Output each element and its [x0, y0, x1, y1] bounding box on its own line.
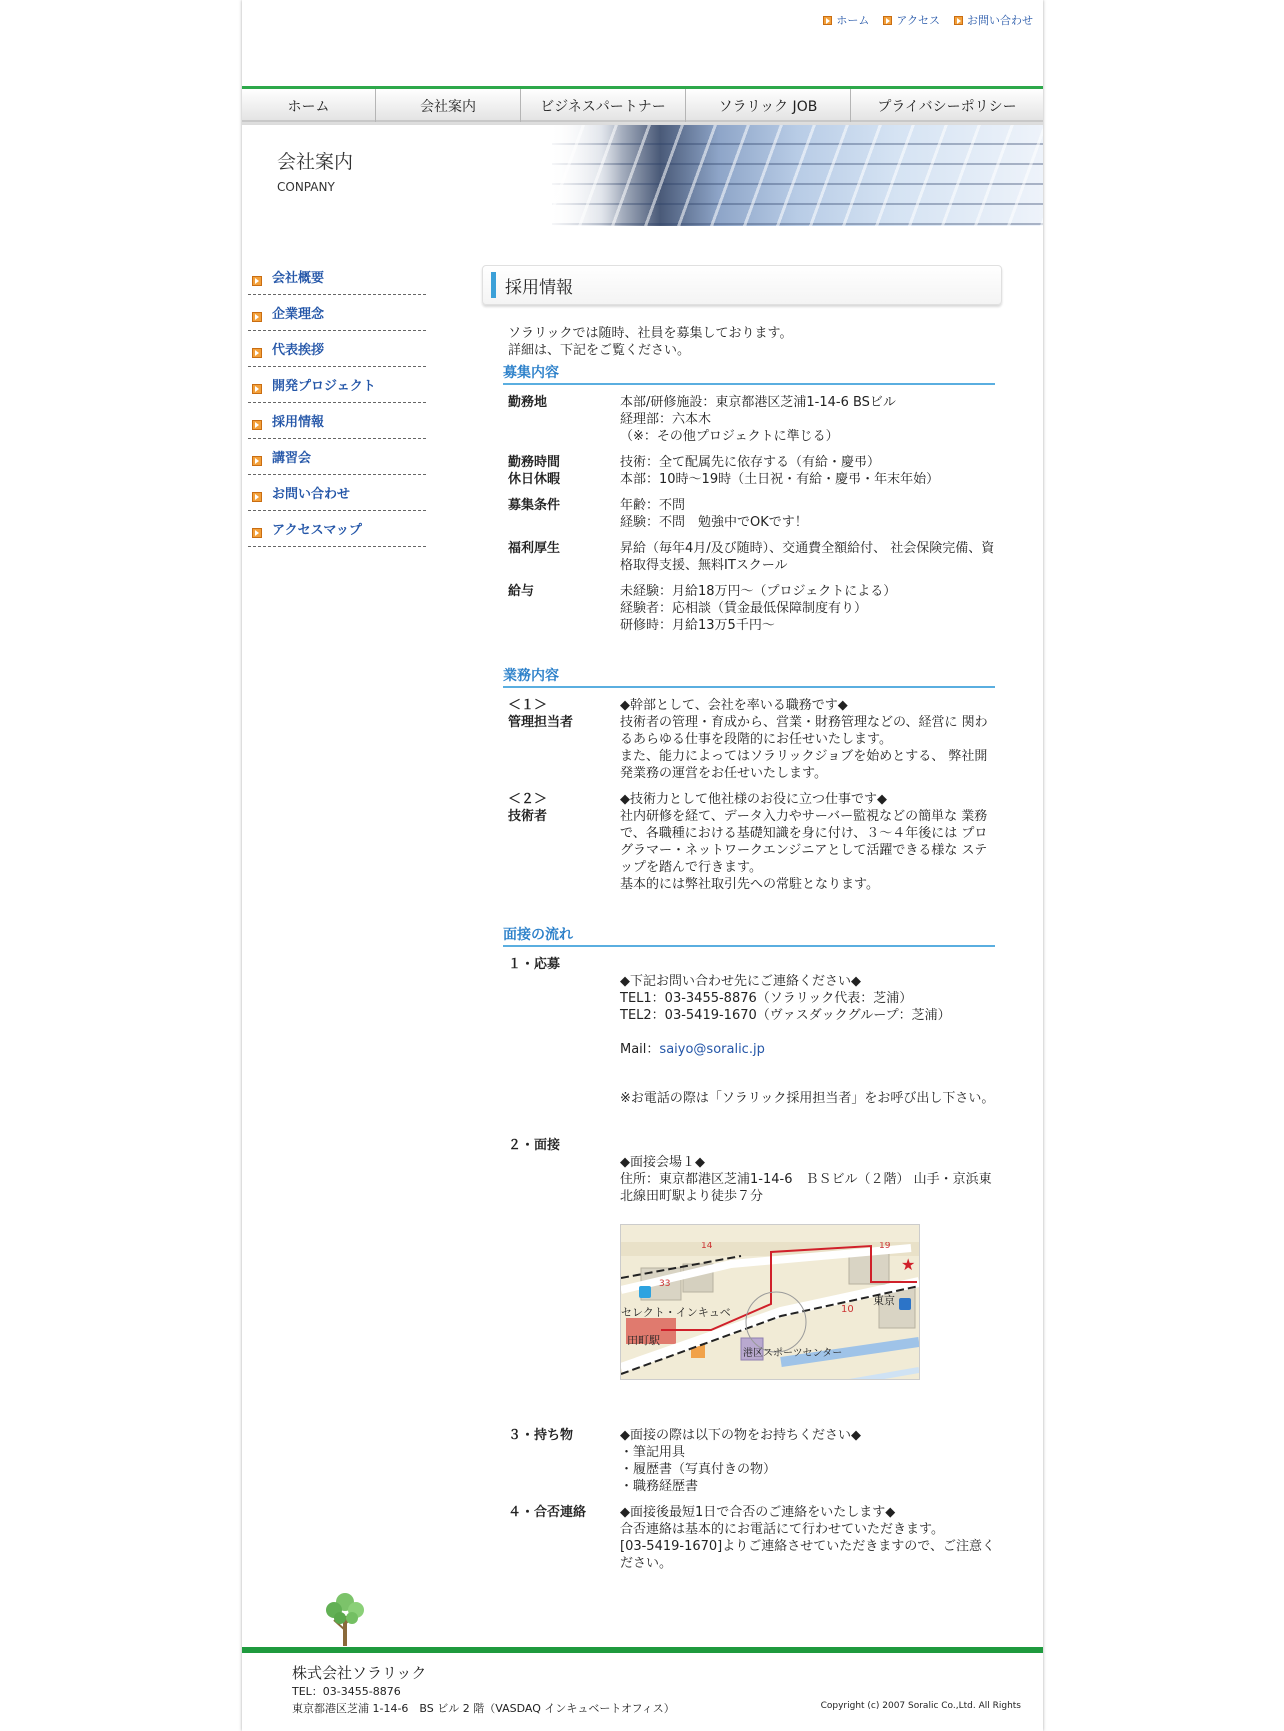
interview-step	[508, 1427, 1002, 1495]
intro-text: ソラリックでは随時、社員を募集しております。 詳細は、下記をご覧ください。	[508, 326, 793, 358]
arrow-icon	[954, 16, 963, 25]
interview-step	[508, 956, 1002, 1124]
map-label: 港区スポーツセンター	[743, 1348, 843, 1359]
sidebar-item-label: 採用情報	[272, 415, 325, 430]
footer-address: 東京都港区芝浦 1-14-6 BS ビル 2 階（VASDAQ インキュベートオフィス）	[292, 1702, 675, 1715]
sidebar-item-access-map[interactable]	[248, 511, 426, 547]
nav-tab-soralic-job[interactable]: ソラリック JOB	[686, 89, 851, 122]
map-label: 田町駅	[627, 1334, 660, 1347]
mail-link[interactable]: saiyo@soralic.jp	[659, 1042, 765, 1057]
step-text: ◆面接後最短1日で合否のご連絡をいたします◆ 合否連絡は基本的にお電話にて行わせていただきます。 [03-5419-1670]よりご連絡させていただきますので、ご注意ください。	[620, 1505, 995, 1571]
toplink-label: アクセス	[896, 14, 940, 27]
arrow-icon	[883, 16, 892, 25]
row-value: 年齢：不問 経験：不問 勉強中でOKです！	[620, 498, 808, 530]
banner-title: 会社案内	[277, 151, 354, 173]
sidebar-item-label: 講習会	[272, 451, 312, 466]
step-text: ◆面接の際は以下の物をお持ちください◆ ・筆記用具 ・履歴書（写真付きの物） ・職務経歴書	[620, 1428, 861, 1494]
footer-company-name: 株式会社ソラリック	[292, 1664, 427, 1682]
interview-step	[508, 1504, 1002, 1572]
sidebar-item-projects[interactable]	[248, 367, 426, 403]
arrow-icon	[823, 16, 832, 25]
sidebar-item-label: 企業理念	[272, 307, 325, 322]
toplink-access[interactable]	[883, 12, 940, 28]
sidebar-item-greeting[interactable]	[248, 331, 426, 367]
recruit-row	[508, 497, 1002, 531]
row-value: 昇給（毎年4月/及び随時）、交通費全額給付、 社会保険完備、資格取得支援、無料ITスクール	[620, 541, 995, 573]
nav-tab-business-partner[interactable]: ビジネスパートナー	[521, 89, 686, 122]
sidebar-item-seminar[interactable]	[248, 439, 426, 475]
building-banner-image	[552, 125, 1043, 226]
sidebar	[248, 259, 426, 547]
sidebar-item-company-overview[interactable]	[248, 259, 426, 295]
svg-text:★: ★	[901, 1255, 916, 1274]
row-value: ◆技術力として他社様のお役に立つ仕事です◆ 社内研修を経て、データ入力やサーバー監視などの簡単な 業務で、各職種における基礎知識を身に付け、３～４年後には プログラマー・ネットワークエンジニアとして活躍できる様な ステップを踏んで行きます。 基本的には弊社取引先への常駐となります。	[620, 792, 988, 892]
step-text: ◆面接会場１◆ 住所：東京都港区芝浦1-14-6 ＢＳビル（２階） 山手・京浜東北線田町駅より徒歩７分	[620, 1155, 992, 1204]
map-label: セレクト・インキュベ	[621, 1306, 731, 1319]
row-label: 勤務地	[508, 395, 548, 410]
nav-tab-company[interactable]: 会社案内	[376, 89, 521, 122]
recruit-row	[508, 583, 1002, 634]
map-label: 10	[841, 1304, 854, 1315]
work-row	[508, 791, 1002, 893]
sidebar-item-label: 代表挨拶	[272, 343, 325, 358]
arrow-icon	[252, 312, 262, 322]
arrow-icon	[252, 528, 262, 538]
map-label: 19	[879, 1242, 891, 1251]
arrow-icon	[252, 276, 262, 286]
sidebar-item-contact[interactable]	[248, 475, 426, 511]
step-label: ３・持ち物	[508, 1428, 574, 1443]
row-label: 勤務時間 休日休暇	[508, 455, 561, 487]
page-title: 採用情報	[505, 278, 573, 298]
arrow-icon	[252, 348, 262, 358]
row-label: 募集条件	[508, 498, 561, 513]
interview-step	[508, 1137, 1002, 1397]
sidebar-item-philosophy[interactable]	[248, 295, 426, 331]
map-label: 東京	[873, 1294, 895, 1307]
top-links	[823, 12, 1033, 28]
step-note: ※お電話の際は「ソラリック採用担当者」をお呼び出し下さい。	[620, 1091, 995, 1106]
row-value: 未経験：月給18万円～（プロジェクトによる） 経験者：応相談（賃金最低保障制度有り） 研修時：月給13万5千円～	[620, 584, 897, 633]
footer-bar	[242, 1647, 1043, 1653]
toplink-label: ホーム	[836, 14, 870, 27]
recruit-row	[508, 394, 1002, 445]
row-value: 技術：全て配属先に依存する（有給・慶弔） 本部：10時～19時（土日祝・有給・慶弔・年末年始）	[620, 455, 940, 487]
map-label: 33	[659, 1279, 671, 1289]
main-nav	[242, 86, 1043, 125]
work-row	[508, 697, 1002, 782]
sidebar-item-label: 開発プロジェクト	[272, 379, 376, 394]
tree-icon	[322, 1590, 368, 1652]
nav-tab-home[interactable]: ホーム	[242, 89, 376, 122]
page-heading-box	[482, 265, 1002, 305]
arrow-icon	[252, 492, 262, 502]
row-label: 給与	[508, 584, 535, 599]
step-label: １・応募	[508, 957, 561, 972]
page	[242, 0, 1043, 1731]
step-label: ４・合否連絡	[508, 1505, 587, 1520]
arrow-icon	[252, 420, 262, 430]
page-banner	[242, 125, 1043, 226]
nav-tab-privacy-policy[interactable]: プライバシーポリシー	[851, 89, 1043, 122]
toplink-contact[interactable]	[954, 12, 1033, 28]
row-value: ◆幹部として、会社を率いる職務です◆ 技術者の管理・育成から、営業・財務管理などの、経営に 関わるあらゆる仕事を段階的にお任せいたします。 また、能力によってはソラリックジョブを始めとする、 弊社開発業務の運営をお任せいたします。	[620, 698, 988, 781]
row-label: ＜１＞ 管理担当者	[508, 698, 574, 730]
section-title-interview: 面接の流れ	[503, 926, 995, 947]
row-value: 本部/研修施設：東京都港区芝浦1-14-6 BSビル 経理部：六本木 （※：その他プロジェクトに準じる）	[620, 395, 896, 444]
mail-label: Mail：	[620, 1042, 660, 1057]
step-label: ２・面接	[508, 1138, 561, 1153]
section-title-recruit: 募集内容	[503, 364, 995, 385]
access-map-image[interactable]	[620, 1224, 920, 1380]
sidebar-item-label: お問い合わせ	[272, 487, 351, 502]
step-text: ◆下記お問い合わせ先にご連絡ください◆ TEL1：03-3455-8876（ソラリック代表：芝浦） TEL2：03-5419-1670（ヴァスダックグループ：芝浦）	[620, 974, 951, 1023]
footer-copyright: Copyright (c) 2007 Soralic Co.,Ltd. All Rights	[820, 1701, 1021, 1711]
recruit-row	[508, 454, 1002, 488]
sidebar-item-recruit[interactable]	[248, 403, 426, 439]
section-title-work: 業務内容	[503, 667, 995, 688]
arrow-icon	[252, 456, 262, 466]
toplink-label: お問い合わせ	[967, 14, 1033, 27]
row-label: 福利厚生	[508, 541, 561, 556]
map-label: 14	[701, 1242, 713, 1251]
banner-subtitle: CONPANY	[277, 180, 335, 194]
sidebar-item-label: 会社概要	[272, 271, 325, 286]
row-label: ＜２＞ 技術者	[508, 792, 548, 824]
footer-tel: TEL：03-3455-8876	[292, 1685, 401, 1698]
sidebar-item-label: アクセスマップ	[272, 523, 362, 538]
recruit-row	[508, 540, 1002, 574]
main-content	[482, 265, 1002, 1572]
arrow-icon	[252, 384, 262, 394]
toplink-home[interactable]	[823, 12, 869, 28]
